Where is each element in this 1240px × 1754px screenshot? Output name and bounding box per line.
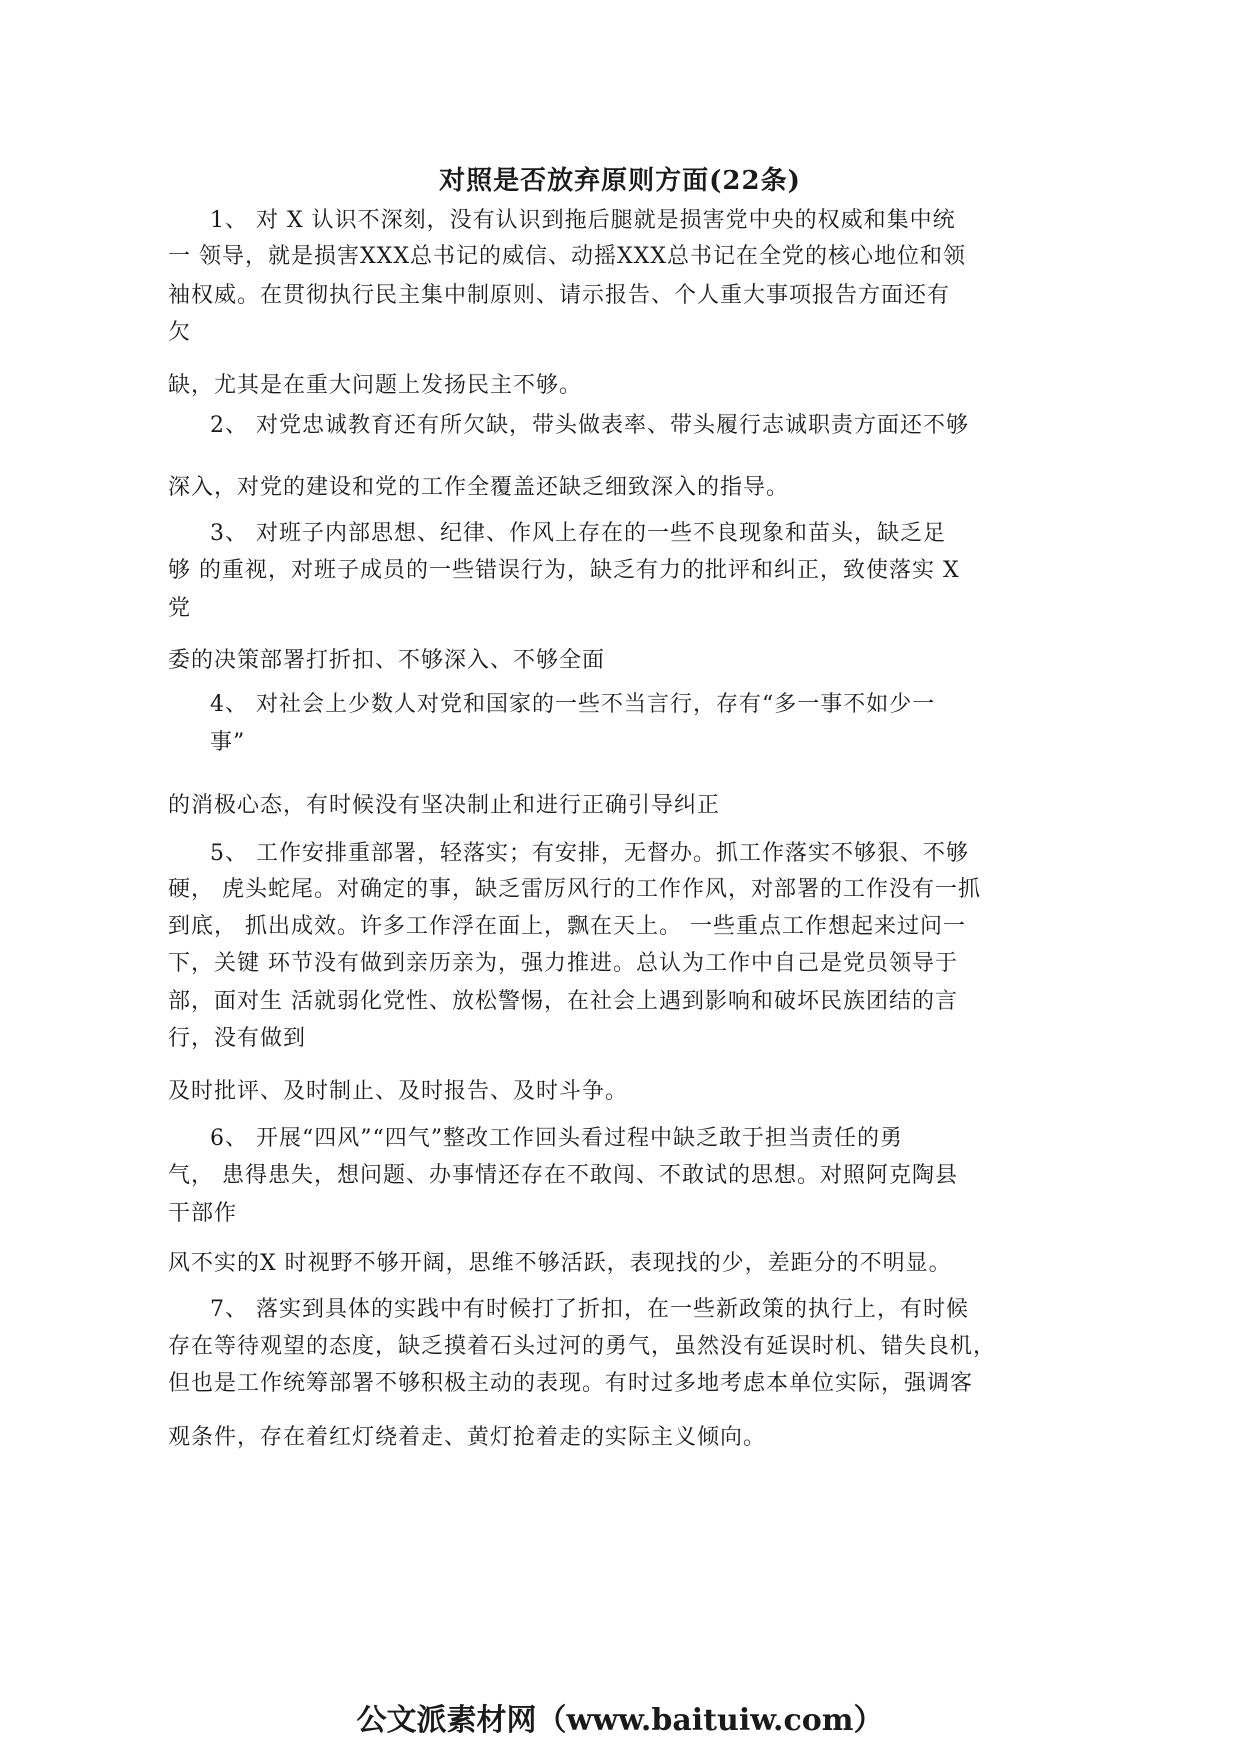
text-line: 够 的重视，对班子成员的一些错误行为，缺乏有力的批评和纠正，致使落实 X [168, 558, 960, 583]
text-line: 观条件，存在着红灯绕着走、黄灯抢着走的实际主义倾向。 [168, 1425, 767, 1450]
text-line: 但也是工作统筹部署不够积极主动的表现。有时过多地考虑本单位实际，强调客 [168, 1371, 974, 1396]
text-line: 5、 工作安排重部署，轻落实；有安排，无督办。抓工作落实不够狠、不够 [210, 841, 969, 866]
text-line: 风不实的X 时视野不够开阔，思维不够活跃，表现找的少，差距分的不明显。 [168, 1251, 952, 1276]
text-line: 2、 对党忠诚教育还有所欠缺，带头做表率、带头履行志诚职责方面还不够 [210, 413, 969, 438]
text-line: 党 [168, 596, 192, 621]
text-line: 及时批评、及时制止、及时报告、及时斗争。 [168, 1079, 629, 1104]
text-line: 干部作 [168, 1201, 238, 1226]
text-line: 袖权威。在贯彻执行民主集中制原则、请示报告、个人重大事项报告方面还有 [168, 283, 951, 308]
text-line: 深入，对党的建设和党的工作全覆盖还缺乏细致深入的指导。 [168, 475, 790, 500]
document-title: 对照是否放弃原则方面(22条) [439, 166, 801, 196]
text-line: 7、 落实到具体的实践中有时候打了折扣，在一些新政策的执行上，有时候 [210, 1297, 969, 1322]
text-line: 欠 [168, 320, 192, 345]
text-line: 存在等待观望的态度，缺乏摸着石头过河的勇气，虽然没有延误时机、错失良机， [168, 1334, 997, 1359]
text-line: 硬， 虎头蛇尾。对确定的事，缺乏雷厉风行的工作作风，对部署的工作没有一抓 [168, 877, 981, 902]
text-line: 行，没有做到 [168, 1026, 307, 1051]
text-line: 气， 患得患失，想问题、办事情还存在不敢闯、不敢试的思想。对照阿克陶县 [168, 1163, 958, 1188]
text-line: 6、 开展“四风”“四气”整改工作回头看过程中缺乏敢于担当责任的勇 [210, 1126, 903, 1151]
text-line: 部，面对生 活就弱化党性、放松警惕，在社会上遇到影响和破坏民族团结的言 [168, 989, 958, 1014]
text-line: 一 领导，就是损害XXX总书记的威信、动摇XXX总书记在全党的核心地位和领 [168, 244, 966, 269]
text-line: 3、 对班子内部思想、纪律、作风上存在的一些不良现象和苗头，缺乏足 [210, 521, 946, 546]
text-line: 4、 对社会上少数人对党和国家的一些不当言行，存有“多一事不如少一 [210, 692, 936, 717]
text-line: 缺，尤其是在重大问题上发扬民主不够。 [168, 373, 583, 398]
text-line: 委的决策部署打折扣、不够深入、不够全面 [168, 648, 606, 673]
text-line: 的消极心态，有时候没有坚决制止和进行正确引导纠正 [168, 793, 721, 818]
text-line: 到底， 抓出成效。许多工作浮在面上，飘在天上。 一些重点工作想起来过问一 [168, 914, 966, 939]
footer-watermark: 公文派素材网（www.baituiw.com） [356, 1703, 884, 1738]
text-line: 事” [210, 730, 246, 755]
text-line: 下，关键 环节没有做到亲历亲为，强力推进。总认为工作中自己是党员领导于 [168, 951, 958, 976]
text-line: 1、 对 X 认识不深刻，没有认识到拖后腿就是损害党中央的权威和集中统 [210, 208, 956, 233]
